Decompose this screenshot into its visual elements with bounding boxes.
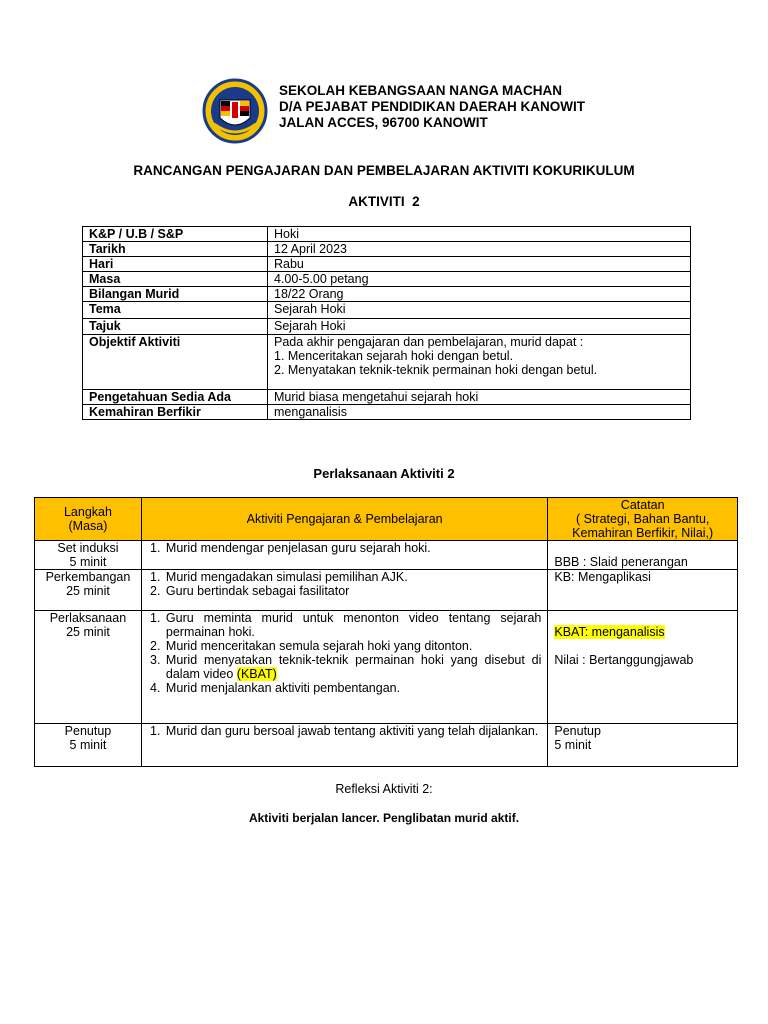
objektif-item: 1. Menceritakan sejarah hoki dengan betul. — [274, 349, 514, 363]
activity-plan-table — [34, 497, 738, 767]
info-label: Tarikh — [83, 242, 268, 257]
document-subtitle: AKTIVITI 2 — [348, 194, 420, 209]
info-row — [83, 405, 691, 420]
school-office: D/A PEJABAT PENDIDIKAN DAERAH KANOWIT — [279, 99, 586, 114]
info-value: Hoki — [268, 227, 691, 242]
info-row-objektif — [83, 335, 691, 390]
header-text: (Masa) — [68, 519, 108, 533]
info-row — [83, 319, 691, 335]
kbat-highlight: (KBAT) — [236, 667, 277, 681]
step-cell — [35, 611, 142, 724]
info-label: Objektif Aktiviti — [83, 335, 268, 390]
activity-info-table — [82, 226, 691, 420]
section-heading: Perlaksanaan Aktiviti 2 — [313, 466, 455, 481]
step-cell — [35, 724, 142, 767]
step-name: Penutup — [64, 724, 112, 738]
note-kbat: KBAT: menganalisis — [554, 625, 665, 639]
note-text: KB: Mengaplikasi — [554, 570, 651, 584]
info-label: Bilangan Murid — [83, 287, 268, 302]
table-header-row — [35, 498, 738, 541]
school-address-block — [279, 83, 585, 131]
table-row — [35, 570, 738, 611]
activity-cell — [141, 611, 547, 724]
reflection-label: Refleksi Aktiviti 2: — [335, 782, 433, 796]
step-cell — [35, 570, 142, 611]
activity-item: 1. Murid dan guru bersoal jawab tentang aktiviti yang telah dijalankan. — [164, 724, 541, 738]
activity-cell — [141, 541, 547, 570]
header-text: Kemahiran Berfikir, Nilai,) — [572, 526, 714, 540]
notes-cell — [548, 570, 738, 611]
step-time: 5 minit — [69, 738, 107, 752]
notes-cell — [548, 724, 738, 767]
info-row — [83, 227, 691, 242]
step-name: Perkembangan — [45, 570, 131, 584]
table-row — [35, 541, 738, 570]
info-label: Masa — [83, 272, 268, 287]
school-address: JALAN ACCES, 96700 KANOWIT — [279, 115, 488, 130]
info-label: Kemahiran Berfikir — [83, 405, 268, 420]
column-header-notes — [548, 498, 738, 541]
info-label: Hari — [83, 257, 268, 272]
info-row — [83, 390, 691, 405]
info-label: Pengetahuan Sedia Ada — [83, 390, 268, 405]
info-value: 18/22 Orang — [268, 287, 691, 302]
document-title: RANCANGAN PENGAJARAN DAN PEMBELAJARAN AKTIVITI KOKURIKULUM — [133, 163, 635, 178]
notes-cell — [548, 611, 738, 724]
step-name: Set induksi — [57, 541, 119, 555]
step-cell — [35, 541, 142, 570]
table-row — [35, 611, 738, 724]
activity-item: 1. Murid mendengar penjelasan guru sejarah hoki. — [164, 541, 541, 555]
note-text: Penutup — [554, 724, 601, 738]
objektif-value — [268, 335, 691, 390]
info-row — [83, 287, 691, 302]
note-nilai: Nilai : Bertanggungjawab — [554, 653, 694, 667]
step-time: 25 minit — [66, 625, 110, 639]
activity-cell — [141, 724, 547, 767]
step-time: 25 minit — [66, 584, 110, 598]
info-value: 12 April 2023 — [268, 242, 691, 257]
info-label: K&P / U.B / S&P — [83, 227, 268, 242]
info-value: 4.00-5.00 petang — [268, 272, 691, 287]
info-value: Rabu — [268, 257, 691, 272]
activity-item: 2. Murid menceritakan semula sejarah hoki yang ditonton. — [164, 639, 541, 653]
info-row — [83, 272, 691, 287]
info-label: Tema — [83, 302, 268, 319]
objektif-item: 2. Menyatakan teknik-teknik permainan hoki dengan betul. — [274, 363, 598, 377]
column-header-activity: Aktiviti Pengajaran & Pembelajaran — [141, 498, 547, 541]
reflection-text: Aktiviti berjalan lancer. Penglibatan murid aktif. — [248, 811, 520, 825]
step-name: Perlaksanaan — [49, 611, 127, 625]
info-value: menganalisis — [268, 405, 691, 420]
activity-cell — [141, 570, 547, 611]
info-value: Murid biasa mengetahui sejarah hoki — [268, 390, 691, 405]
info-label: Tajuk — [83, 319, 268, 335]
note-text: 5 minit — [554, 738, 592, 752]
header-text: ( Strategi, Bahan Bantu, — [575, 512, 710, 526]
activity-item: 1. Murid mengadakan simulasi pemilihan AJK. — [164, 570, 541, 584]
activity-item: 1. Guru meminta murid untuk menonton video tentang sejarah permainan hoki. — [164, 611, 541, 639]
activity-item: 2. Guru bertindak sebagai fasilitator — [164, 584, 541, 598]
activity-item-text: Murid menyatakan teknik-teknik permainan hoki yang disebut di dalam video — [165, 653, 542, 681]
info-value: Sejarah Hoki — [268, 319, 691, 335]
header-text: Catatan — [620, 498, 665, 512]
step-time: 5 minit — [69, 555, 107, 569]
objektif-intro: Pada akhir pengajaran dan pembelajaran, murid dapat : — [274, 335, 584, 349]
activity-item — [164, 653, 541, 681]
activity-item: 4. Murid menjalankan aktiviti pembentangan. — [164, 681, 541, 695]
school-name: SEKOLAH KEBANGSAAN NANGA MACHAN — [279, 83, 562, 98]
school-crest-logo — [202, 78, 268, 144]
info-value: Sejarah Hoki — [268, 302, 691, 319]
notes-cell — [548, 541, 738, 570]
column-header-step — [35, 498, 142, 541]
info-row — [83, 242, 691, 257]
info-row — [83, 257, 691, 272]
note-text: BBB : Slaid penerangan — [554, 555, 688, 569]
table-row — [35, 724, 738, 767]
header-text: Langkah — [63, 505, 112, 519]
info-row — [83, 302, 691, 319]
